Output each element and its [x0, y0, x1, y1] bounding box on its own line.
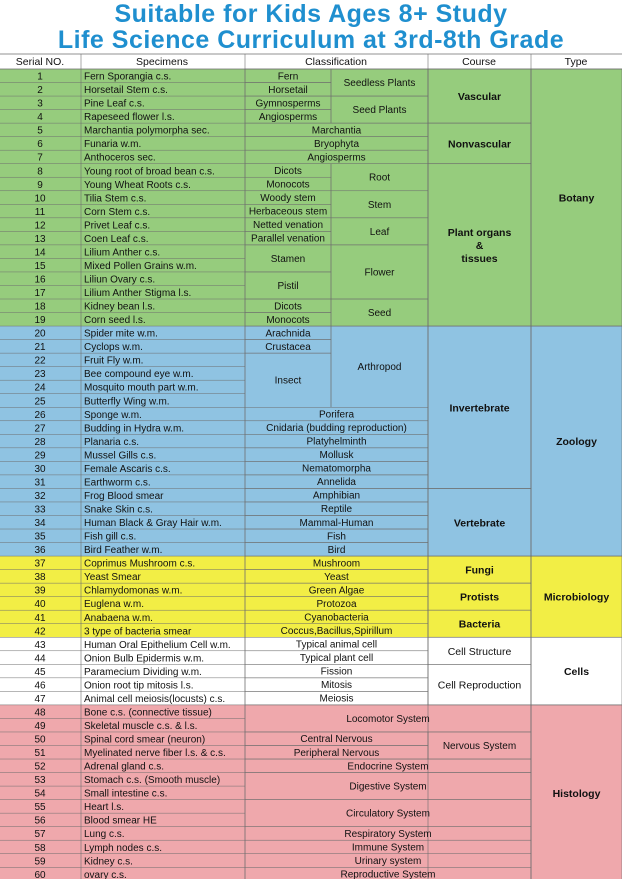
specimen-name: Fruit Fly w.m. — [84, 355, 144, 367]
classification-label: Root — [368, 172, 391, 184]
classification-label: Insect — [274, 375, 302, 387]
specimen-name: Lilium Anther Stigma l.s. — [84, 288, 192, 300]
course-label: Vascular — [457, 91, 502, 104]
specimen-name: Small intestine c.s. — [84, 788, 168, 800]
serial-number: 52 — [34, 761, 46, 773]
serial-number: 25 — [34, 396, 46, 408]
type-label: Histology — [552, 787, 601, 800]
specimen-name: Planaria c.s. — [84, 436, 140, 448]
specimen-name: Animal cell meiosis(locusts) c.s. — [84, 693, 226, 705]
classification-label: Nervous System — [442, 741, 517, 752]
serial-number: 32 — [34, 490, 46, 502]
serial-number: 47 — [34, 693, 46, 705]
classification-label: Platyhelminth — [306, 436, 367, 448]
serial-number: 36 — [34, 545, 46, 557]
specimen-name: Anthoceros sec. — [84, 152, 156, 164]
classification-label: Angiosperms — [258, 111, 318, 123]
classification-label: Leaf — [369, 226, 390, 238]
specimen-name: Butterfly Wing w.m. — [84, 396, 170, 408]
classification-label: Seed Plants — [352, 105, 407, 117]
specimen-name: Spider mite w.m. — [84, 328, 158, 340]
specimen-name: Kidney c.s. — [84, 856, 133, 868]
serial-number: 51 — [34, 748, 46, 760]
serial-number: 39 — [34, 585, 46, 597]
specimen-name: Female Ascaris c.s. — [84, 463, 171, 475]
specimen-name: Fern Sporangia c.s. — [84, 71, 172, 83]
classification-label: Digestive System — [349, 781, 427, 793]
specimen-name: Marchantia polymorpha sec. — [84, 125, 210, 137]
specimen-name: Coen Leaf c.s. — [84, 233, 149, 245]
classification-label: Coccus,Bacillus,Spirillum — [280, 625, 393, 637]
specimen-name: Skeletal muscle c.s. & l.s. — [84, 720, 198, 732]
serial-number: 35 — [34, 531, 46, 543]
classification-label: Fission — [320, 666, 353, 678]
serial-number: 46 — [34, 680, 46, 692]
classification-label: Monocots — [266, 314, 310, 326]
type-label: Botany — [558, 192, 595, 205]
classification-label: Cnidaria (budding reproduction) — [266, 423, 407, 435]
specimen-name: Stomach c.s. (Smooth muscle) — [84, 775, 221, 787]
classification-label: Netted venation — [252, 220, 324, 232]
serial-number: 55 — [34, 802, 46, 814]
type-label: Cells — [563, 666, 590, 679]
classification-label: Nematomorpha — [302, 463, 371, 475]
specimen-name: Lymph nodes c.s. — [84, 842, 163, 854]
specimen-name: Lung c.s. — [84, 829, 125, 841]
specimen-name: Human Oral Epithelium Cell w.m. — [84, 639, 231, 651]
specimen-name: Corn Stem c.s. — [84, 206, 151, 218]
classification-label: Central Nervous — [300, 734, 373, 746]
specimen-name: Budding in Hydra w.m. — [84, 423, 185, 435]
serial-number: 19 — [34, 315, 46, 327]
classification-label: Mitosis — [320, 680, 353, 692]
classification-label: Stamen — [270, 253, 306, 265]
classification-label: Respiratory System — [344, 828, 432, 840]
specimen-name: Funaria w.m. — [84, 139, 142, 151]
serial-number: 28 — [34, 436, 46, 448]
specimen-name: Heart l.s. — [84, 802, 125, 814]
classification-label: Reptile — [320, 504, 353, 516]
classification-label: Stem — [367, 199, 392, 211]
specimen-name: Myelinated nerve fiber l.s. & c.s. — [84, 748, 226, 760]
classification-label: Bryophyta — [313, 138, 360, 150]
specimen-name: Earthworm c.s. — [84, 477, 151, 489]
title-line-2: Life Science Curriculum at 3rd-8th Grade — [57, 26, 565, 54]
serial-number: 58 — [34, 842, 46, 854]
serial-number: 53 — [34, 775, 46, 787]
serial-number: 26 — [34, 409, 46, 421]
course-label: Nonvascular — [447, 138, 512, 151]
classification-label: Mammal-Human — [299, 517, 374, 529]
course-label: Cell Structure — [447, 645, 512, 658]
title-line-1: Suitable for Kids Ages 8+ Study — [114, 0, 508, 28]
serial-number: 20 — [34, 328, 46, 340]
serial-number: 18 — [34, 301, 46, 313]
classification-label: Peripheral Nervous — [293, 747, 380, 759]
course-label: Cell Reproduction — [437, 679, 522, 692]
specimen-name: Mussel Gills c.s. — [84, 450, 157, 462]
classification-label: Arachnida — [265, 328, 311, 340]
classification-label: Seedless Plants — [343, 78, 416, 90]
classification-label: Green Algae — [308, 585, 365, 597]
course-label: Plant organs — [447, 226, 512, 239]
header-serial: Serial NO. — [15, 56, 65, 68]
specimen-name: Chlamydomonas w.m. — [84, 585, 183, 597]
serial-number: 23 — [34, 369, 46, 381]
header-specimens: Specimens — [136, 56, 188, 68]
classification-label: Dicots — [274, 165, 302, 177]
specimen-name: Horsetail Stem c.s. — [84, 85, 168, 97]
serial-number: 22 — [34, 355, 46, 367]
serial-number: 8 — [37, 166, 43, 178]
specimen-name: Yeast Smear — [84, 572, 141, 584]
classification-label: Mushroom — [312, 558, 361, 570]
serial-number: 5 — [37, 125, 43, 137]
course-label: Protists — [459, 591, 500, 604]
classification-label: Angiosperms — [307, 152, 366, 164]
classification-label: Porifera — [318, 409, 355, 421]
course-label: & — [475, 239, 484, 252]
specimen-name: Euglena w.m. — [84, 599, 145, 611]
classification-label: Dicots — [274, 301, 302, 313]
course-label: Fungi — [465, 564, 494, 577]
serial-number: 2 — [37, 85, 43, 97]
specimen-name: Bone c.s. (connective tissue) — [84, 707, 212, 719]
specimen-name: Paramecium Dividing w.m. — [84, 666, 202, 678]
classification-label: Arthropod — [357, 362, 402, 374]
classification-label: Locomotor System — [346, 713, 430, 725]
classification-label: Crustacea — [265, 341, 311, 353]
classification-label: Reproductive System — [340, 869, 436, 879]
classification-label: Immune System — [351, 842, 425, 854]
serial-number: 57 — [34, 829, 46, 841]
serial-number: 24 — [34, 382, 46, 394]
serial-number: 60 — [34, 869, 46, 879]
serial-number: 44 — [34, 653, 46, 665]
header-classification: Classification — [305, 56, 367, 68]
serial-number: 17 — [34, 288, 46, 300]
classification-label: Gymnosperms — [255, 98, 321, 110]
classification-label: Parallel venation — [251, 233, 325, 245]
serial-number: 30 — [34, 463, 46, 475]
serial-number: 56 — [34, 815, 46, 827]
specimen-name: Kidney bean l.s. — [84, 301, 156, 313]
classification-label: Mollusk — [319, 450, 354, 462]
specimen-name: Tilia Stem c.s. — [84, 193, 147, 205]
serial-number: 12 — [34, 220, 46, 232]
serial-number: 13 — [34, 233, 46, 245]
classification-label: Fish — [327, 531, 346, 543]
classification-label: Herbaceous stem — [248, 206, 328, 218]
serial-number: 6 — [37, 139, 43, 151]
classification-label: Typical animal cell — [295, 639, 378, 651]
serial-number: 49 — [34, 720, 46, 732]
serial-number: 10 — [34, 193, 46, 205]
type-label: Zoology — [556, 436, 597, 449]
serial-number: 54 — [34, 788, 46, 800]
type-label: Microbiology — [543, 591, 610, 604]
serial-number: 38 — [34, 572, 46, 584]
classification-label: Bird — [327, 544, 346, 556]
specimen-name: Lilium Anther c.s. — [84, 247, 161, 259]
specimen-name: Pine Leaf c.s. — [84, 98, 145, 110]
specimen-name: Bird Feather w.m. — [84, 545, 163, 557]
header-type: Type — [564, 56, 588, 68]
serial-number: 9 — [37, 179, 43, 191]
specimen-name: Young Wheat Roots c.s. — [84, 179, 191, 191]
specimen-name: Spinal cord smear (neuron) — [84, 734, 206, 746]
serial-number: 33 — [34, 504, 46, 516]
specimen-name: Sponge w.m. — [84, 409, 142, 421]
classification-label: Yeast — [324, 571, 349, 583]
serial-number: 4 — [37, 112, 43, 124]
specimen-name: Bee compound eye w.m. — [84, 369, 194, 381]
serial-number: 40 — [34, 599, 46, 611]
classification-label: Annelida — [317, 477, 356, 489]
specimen-name: Liliun Ovary c.s. — [84, 274, 156, 286]
serial-number: 16 — [34, 274, 46, 286]
classification-label: Amphibian — [312, 490, 361, 502]
course-label: Bacteria — [458, 618, 501, 631]
classification-label: Urinary system — [354, 856, 422, 868]
classification-label: Endocrine System — [347, 761, 429, 773]
serial-number: 7 — [37, 152, 43, 164]
serial-number: 41 — [34, 612, 46, 624]
serial-number: 3 — [37, 98, 43, 110]
classification-label: Monocots — [266, 179, 310, 191]
specimen-name: Fish gill c.s. — [84, 531, 137, 543]
specimen-name: Coprimus Mushroom c.s. — [84, 558, 196, 570]
header-course: Course — [462, 56, 496, 68]
serial-number: 15 — [34, 260, 46, 272]
serial-number: 59 — [34, 856, 46, 868]
serial-number: 1 — [37, 71, 43, 83]
serial-number: 11 — [34, 206, 46, 218]
specimen-name: Mixed Pollen Grains w.m. — [84, 260, 197, 272]
classification-label: Flower — [364, 267, 395, 279]
serial-number: 45 — [34, 666, 46, 678]
specimen-name: Rapeseed flower l.s. — [84, 112, 175, 124]
classification-label: Horsetail — [268, 84, 308, 96]
specimen-name: Cyclops w.m. — [84, 342, 143, 354]
classification-label: Seed — [367, 308, 392, 320]
specimen-name: Adrenal gland c.s. — [84, 761, 165, 773]
specimen-name: Onion root tip mitosis l.s. — [84, 680, 194, 692]
serial-number: 34 — [34, 518, 46, 530]
classification-label: Marchantia — [311, 125, 362, 137]
serial-number: 48 — [34, 707, 46, 719]
course-label: tissues — [461, 252, 498, 265]
serial-number: 42 — [34, 626, 46, 638]
specimen-name: Blood smear HE — [84, 815, 157, 827]
classification-label: Typical plant cell — [299, 653, 374, 665]
classification-label: Woody stem — [260, 193, 316, 205]
specimen-name: Frog Blood smear — [84, 490, 164, 502]
serial-number: 21 — [34, 342, 46, 354]
serial-number: 14 — [34, 247, 46, 259]
serial-number: 37 — [34, 558, 46, 570]
specimen-name: ovary c.s. — [84, 869, 127, 879]
specimen-name: Young root of broad bean c.s. — [84, 166, 215, 178]
serial-number: 50 — [34, 734, 46, 746]
specimen-name: Human Black & Gray Hair w.m. — [84, 518, 222, 530]
serial-number: 29 — [34, 450, 46, 462]
course-label: Vertebrate — [453, 517, 506, 530]
serial-number: 27 — [34, 423, 46, 435]
specimen-name: Snake Skin c.s. — [84, 504, 153, 516]
serial-number: 43 — [34, 639, 46, 651]
specimen-name: Onion Bulb Epidermis w.m. — [84, 653, 205, 665]
specimen-name: Anabaena w.m. — [84, 612, 153, 624]
serial-number: 31 — [34, 477, 46, 489]
classification-label: Cyanobacteria — [304, 612, 369, 624]
specimen-name: Privet Leaf c.s. — [84, 220, 151, 232]
classification-label: Meiosis — [319, 693, 354, 705]
classification-label: Fern — [277, 71, 299, 83]
specimen-name: Mosquito mouth part w.m. — [84, 382, 199, 394]
classification-label: Pistil — [277, 280, 299, 292]
classification-label: Circulatory System — [346, 808, 430, 820]
classification-label: Protozoa — [316, 598, 357, 610]
course-label: Invertebrate — [449, 402, 510, 415]
specimen-name: Corn seed l.s. — [84, 315, 146, 327]
specimen-name: 3 type of bacteria smear — [84, 626, 192, 638]
